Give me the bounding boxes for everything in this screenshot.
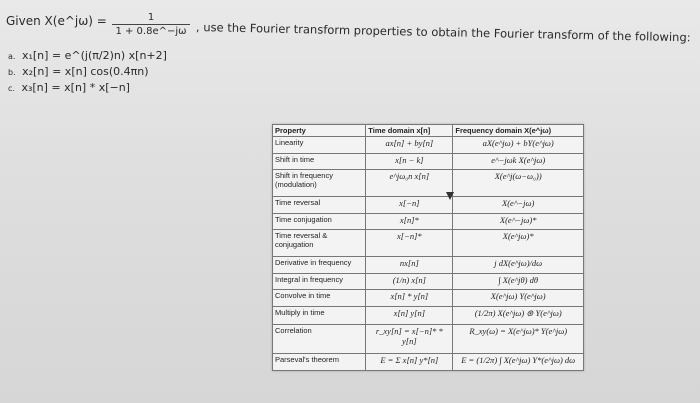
fraction-numerator: 1 xyxy=(112,12,190,25)
property-name: Time reversal xyxy=(273,197,366,214)
frequency-domain-expr: aX(e^jω) + bY(e^jω) xyxy=(453,137,584,154)
mouse-pointer-icon xyxy=(446,192,454,200)
table-row xyxy=(273,230,584,257)
frequency-domain-expr: E = (1/2π) ∫ X(e^jω) Y*(e^jω) dω xyxy=(453,354,584,371)
part-c xyxy=(8,80,167,96)
property-name: Integral in frequency xyxy=(273,273,366,290)
property-name: Time reversal & conjugation xyxy=(273,230,366,257)
part-c-text: x₃[n] = x[n] * x[−n] xyxy=(21,81,130,94)
table-row xyxy=(273,273,584,290)
part-b xyxy=(8,64,167,80)
table-row xyxy=(273,170,584,197)
table-row xyxy=(273,257,584,274)
property-name: Shift in frequency (modulation) xyxy=(273,170,366,197)
parts-list xyxy=(8,48,167,96)
properties-table xyxy=(272,124,584,371)
part-a xyxy=(8,48,167,64)
property-name: Correlation xyxy=(273,324,366,353)
property-name: Time conjugation xyxy=(273,213,366,230)
properties-table-card xyxy=(272,124,584,371)
table-row xyxy=(273,137,584,154)
time-domain-expr: r_xy[n] = x[−n]* * y[n] xyxy=(366,324,453,353)
time-domain-expr: nx[n] xyxy=(366,257,453,274)
frequency-domain-expr: X(e^j(ω−ω₀)) xyxy=(453,170,584,197)
time-domain-expr: x[n]* xyxy=(366,213,453,230)
time-domain-expr: x[n − k] xyxy=(366,153,453,170)
frequency-domain-expr: X(e^jω) Y(e^jω) xyxy=(453,290,584,307)
frequency-domain-expr: j dX(e^jω)/dω xyxy=(453,257,584,274)
table-row xyxy=(273,153,584,170)
time-domain-expr: e^jω₀n x[n] xyxy=(366,170,453,197)
table-row xyxy=(273,213,584,230)
property-name: Derivative in frequency xyxy=(273,257,366,274)
frequency-domain-expr: ∫ X(e^jθ) dθ xyxy=(453,273,584,290)
frequency-domain-expr: e^−jωk X(e^jω) xyxy=(453,153,584,170)
frequency-domain-expr: R_xy(ω) = X(e^jω)* Y(e^jω) xyxy=(453,324,584,353)
header-property: Property xyxy=(273,125,366,137)
property-name: Linearity xyxy=(273,137,366,154)
frequency-domain-expr: X(e^−jω) xyxy=(453,197,584,214)
frequency-domain-expr: (1/2π) X(e^jω) ⊛ Y(e^jω) xyxy=(453,306,584,324)
time-domain-expr: x[−n] xyxy=(366,197,453,214)
header-frequency-domain: Frequency domain X(e^jω) xyxy=(453,125,584,137)
time-domain-expr: (1/n) x[n] xyxy=(366,273,453,290)
table-header-row xyxy=(273,125,584,137)
time-domain-expr: x[n] y[n] xyxy=(366,306,453,324)
property-name: Parseval's theorem xyxy=(273,354,366,371)
time-domain-expr: E = Σ x[n] y*[n] xyxy=(366,354,453,371)
table-row xyxy=(273,306,584,324)
table-row xyxy=(273,197,584,214)
given-label: Given X(e^jω) = xyxy=(6,14,107,28)
frequency-domain-expr: X(e^jω)* xyxy=(453,230,584,257)
question-text: , use the Fourier transform properties to obtain the Fourier transform of the following: xyxy=(195,20,691,45)
table-row xyxy=(273,290,584,307)
time-domain-expr: x[−n]* xyxy=(366,230,453,257)
header-time-domain: Time domain x[n] xyxy=(366,125,453,137)
table-row xyxy=(273,324,584,353)
part-a-tag: a. xyxy=(8,52,16,61)
time-domain-expr: x[n] * y[n] xyxy=(366,290,453,307)
property-name: Convolve in time xyxy=(273,290,366,307)
part-c-tag: c. xyxy=(8,84,15,93)
part-b-text: x₂[n] = x[n] cos(0.4πn) xyxy=(22,65,149,78)
fraction-denominator: 1 + 0.8e^−jω xyxy=(115,26,187,37)
given-fraction xyxy=(112,12,190,37)
part-b-tag: b. xyxy=(8,68,16,77)
part-a-text: x₁[n] = e^(j(π/2)n) x[n+2] xyxy=(21,49,167,62)
table-row xyxy=(273,354,584,371)
time-domain-expr: ax[n] + by[n] xyxy=(366,137,453,154)
frequency-domain-expr: X(e^−jω)* xyxy=(453,213,584,230)
property-name: Shift in time xyxy=(273,153,366,170)
property-name: Multiply in time xyxy=(273,306,366,324)
